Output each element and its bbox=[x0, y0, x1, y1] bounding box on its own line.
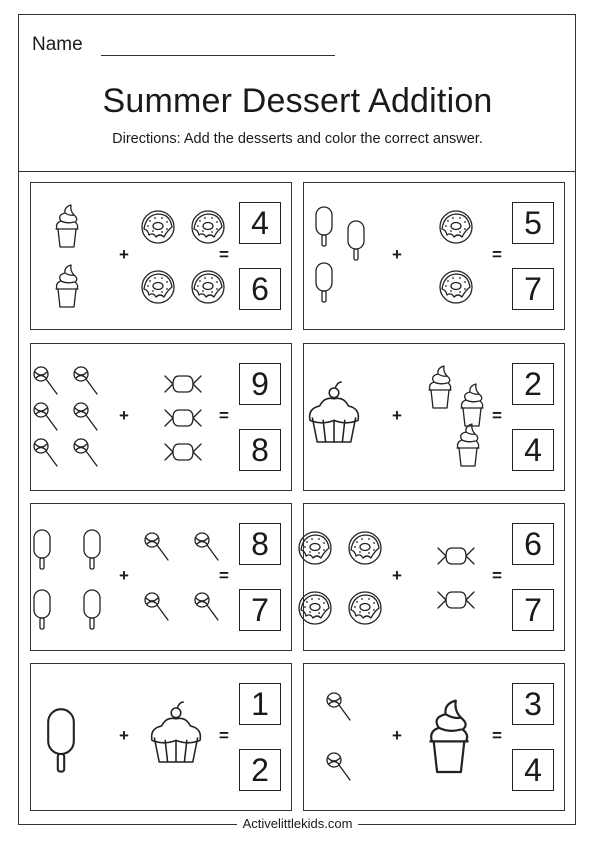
ice-cream-cone-icon bbox=[56, 205, 78, 247]
donut-icon bbox=[440, 211, 472, 243]
popsicle-icon bbox=[84, 590, 100, 629]
ice-cream-cone-icon bbox=[56, 265, 78, 307]
plus-sign: + bbox=[119, 566, 129, 585]
problem-box bbox=[303, 663, 565, 811]
lollipop-icon bbox=[195, 593, 218, 620]
answer-choice[interactable]: 7 bbox=[239, 589, 281, 631]
name-label: Name bbox=[32, 34, 83, 55]
donut-icon bbox=[142, 211, 174, 243]
directions-text: Directions: Add the desserts and color the correct answer. bbox=[112, 131, 483, 147]
donut-icon bbox=[349, 532, 381, 564]
lollipop-icon bbox=[145, 533, 168, 560]
answer-choice[interactable]: 9 bbox=[239, 363, 281, 405]
plus-sign: + bbox=[119, 406, 129, 425]
problem-box bbox=[30, 182, 292, 330]
plus-sign: + bbox=[392, 406, 402, 425]
answer-choice[interactable]: 8 bbox=[239, 523, 281, 565]
popsicle-icon bbox=[348, 221, 364, 260]
donut-icon bbox=[440, 271, 472, 303]
footer bbox=[0, 816, 595, 831]
header-divider bbox=[18, 171, 576, 172]
equals-sign: = bbox=[219, 726, 229, 745]
problem-box bbox=[303, 343, 565, 491]
answer-choice[interactable]: 8 bbox=[239, 429, 281, 471]
ice-cream-cone-icon bbox=[430, 701, 467, 772]
lollipop-icon bbox=[74, 403, 97, 430]
cupcake-icon bbox=[152, 702, 201, 762]
answer-choice[interactable]: 2 bbox=[512, 363, 554, 405]
plus-sign: + bbox=[119, 245, 129, 264]
lollipop-icon bbox=[34, 439, 57, 466]
lollipop-icon bbox=[145, 593, 168, 620]
footer-credit: Activelittlekids.com bbox=[237, 816, 359, 831]
donut-icon bbox=[349, 592, 381, 624]
problem-box bbox=[30, 343, 292, 491]
plus-sign: + bbox=[392, 245, 402, 264]
equals-sign: = bbox=[219, 245, 229, 264]
cupcake-icon bbox=[310, 382, 359, 442]
answer-choice[interactable]: 5 bbox=[512, 202, 554, 244]
answer-choice[interactable]: 4 bbox=[239, 202, 281, 244]
answer-choice[interactable]: 2 bbox=[239, 749, 281, 791]
popsicle-icon bbox=[316, 207, 332, 246]
donut-icon bbox=[299, 592, 331, 624]
problem-box bbox=[303, 503, 565, 651]
candy-icon bbox=[165, 410, 201, 426]
lollipop-icon bbox=[74, 439, 97, 466]
candy-icon bbox=[165, 376, 201, 392]
problem-box bbox=[30, 663, 292, 811]
lollipop-icon bbox=[34, 367, 57, 394]
candy-icon bbox=[438, 548, 474, 564]
popsicle-icon bbox=[34, 590, 50, 629]
answer-choice[interactable]: 4 bbox=[512, 429, 554, 471]
answer-choice[interactable]: 4 bbox=[512, 749, 554, 791]
equals-sign: = bbox=[492, 245, 502, 264]
donut-icon bbox=[299, 532, 331, 564]
plus-sign: + bbox=[392, 726, 402, 745]
candy-icon bbox=[165, 444, 201, 460]
lollipop-icon bbox=[74, 367, 97, 394]
plus-sign: + bbox=[392, 566, 402, 585]
answer-choice[interactable]: 3 bbox=[512, 683, 554, 725]
donut-icon bbox=[192, 211, 224, 243]
popsicle-icon bbox=[316, 263, 332, 302]
lollipop-icon bbox=[34, 403, 57, 430]
equals-sign: = bbox=[492, 726, 502, 745]
popsicle-icon bbox=[34, 530, 50, 569]
popsicle-icon bbox=[84, 530, 100, 569]
answer-choice[interactable]: 6 bbox=[239, 268, 281, 310]
equals-sign: = bbox=[219, 566, 229, 585]
ice-cream-cone-icon bbox=[461, 384, 483, 426]
lollipop-icon bbox=[195, 533, 218, 560]
answer-choice[interactable]: 7 bbox=[512, 268, 554, 310]
ice-cream-cone-icon bbox=[457, 424, 479, 466]
lollipop-icon bbox=[327, 693, 350, 720]
popsicle-icon bbox=[48, 709, 74, 771]
answer-choice[interactable]: 7 bbox=[512, 589, 554, 631]
donut-icon bbox=[142, 271, 174, 303]
equals-sign: = bbox=[492, 566, 502, 585]
ice-cream-cone-icon bbox=[429, 366, 451, 408]
page-title: Summer Dessert Addition bbox=[102, 82, 493, 120]
plus-sign: + bbox=[119, 726, 129, 745]
donut-icon bbox=[192, 271, 224, 303]
lollipop-icon bbox=[327, 753, 350, 780]
equals-sign: = bbox=[219, 406, 229, 425]
candy-icon bbox=[438, 592, 474, 608]
answer-choice[interactable]: 6 bbox=[512, 523, 554, 565]
equals-sign: = bbox=[492, 406, 502, 425]
problem-box bbox=[303, 182, 565, 330]
problem-box bbox=[30, 503, 292, 651]
answer-choice[interactable]: 1 bbox=[239, 683, 281, 725]
name-field[interactable] bbox=[101, 55, 335, 56]
